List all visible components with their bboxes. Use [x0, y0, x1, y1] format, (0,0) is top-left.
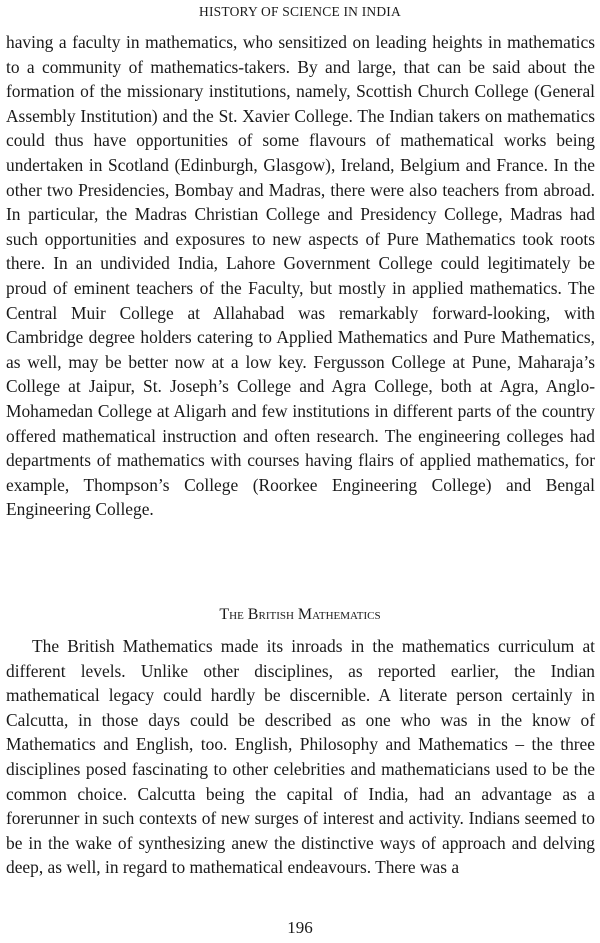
body-paragraph-1: having a faculty in mathematics, who sensitized on leading heights in mathematics to a community of mathematics-takers. By and large, that can be said about the formation of the missionary institutions, namely, Scottish Church College (General Assembly Institution) and the St. Xavier College. The Indian takers on mathematics could thus have opportunities of some flavours of mathematical works being undertaken in Scotland (Edinburgh, Glasgow), Ireland, Belgium and France. In the other two Presidencies, Bombay and Madras, there were also teachers from abroad. In particular, the Madras Christian College and Presidency College, Madras had such opportunities and exposures to new aspects of Pure Mathematics took roots there. In an undivided India, Lahore Government College could legitimately be proud of eminent teachers of the Faculty, but mostly in applied mathematics. The Central Muir College at Allahabad was remarkably forward-looking, with Cambridge degree holders catering to Applied Mathematics and Pure Mathematics, as well, may be better now at a low key. Fergusson College at Pune, Maharaja’s College at Jaipur, St. Joseph’s College and Agra College, both at Agra, Anglo-Mohamedan College at Aligarh and few institutions in different parts of the country offered mathematical instruction and often research. The engineering colleges had departments of mathematics with courses having flairs of applied mathematics, for example, Thompson’s College (Roorkee Engineering College) and Bengal Engineering College. — [6, 32, 595, 520]
running-header: HISTORY OF SCIENCE IN INDIA — [199, 4, 401, 19]
page-number: 196 — [287, 918, 313, 937]
section-heading: The British Mathematics — [219, 606, 381, 623]
body-paragraph-2: The British Mathematics made its inroads in the mathematics curriculum at different levels. Unlike other disciplines, as reported earlier, the Indian mathematical legacy could hardly be discernible. A literate person certainly in Calcutta, in those days could be described as one who was in the know of Mathematics and English, too. English, Philosophy and Mathematics – the three disciplines posed fascinating to other celebrities and mathematicians used to be the common choice. Calcutta being the capital of India, had an advantage as a forerunner in such contexts of new surges of interest and activity. Indians seemed to be in the wake of synthesizing anew the distinctive ways of approach and delving deep, as well, in regard to mathematical endeavours. There was a — [6, 636, 595, 878]
